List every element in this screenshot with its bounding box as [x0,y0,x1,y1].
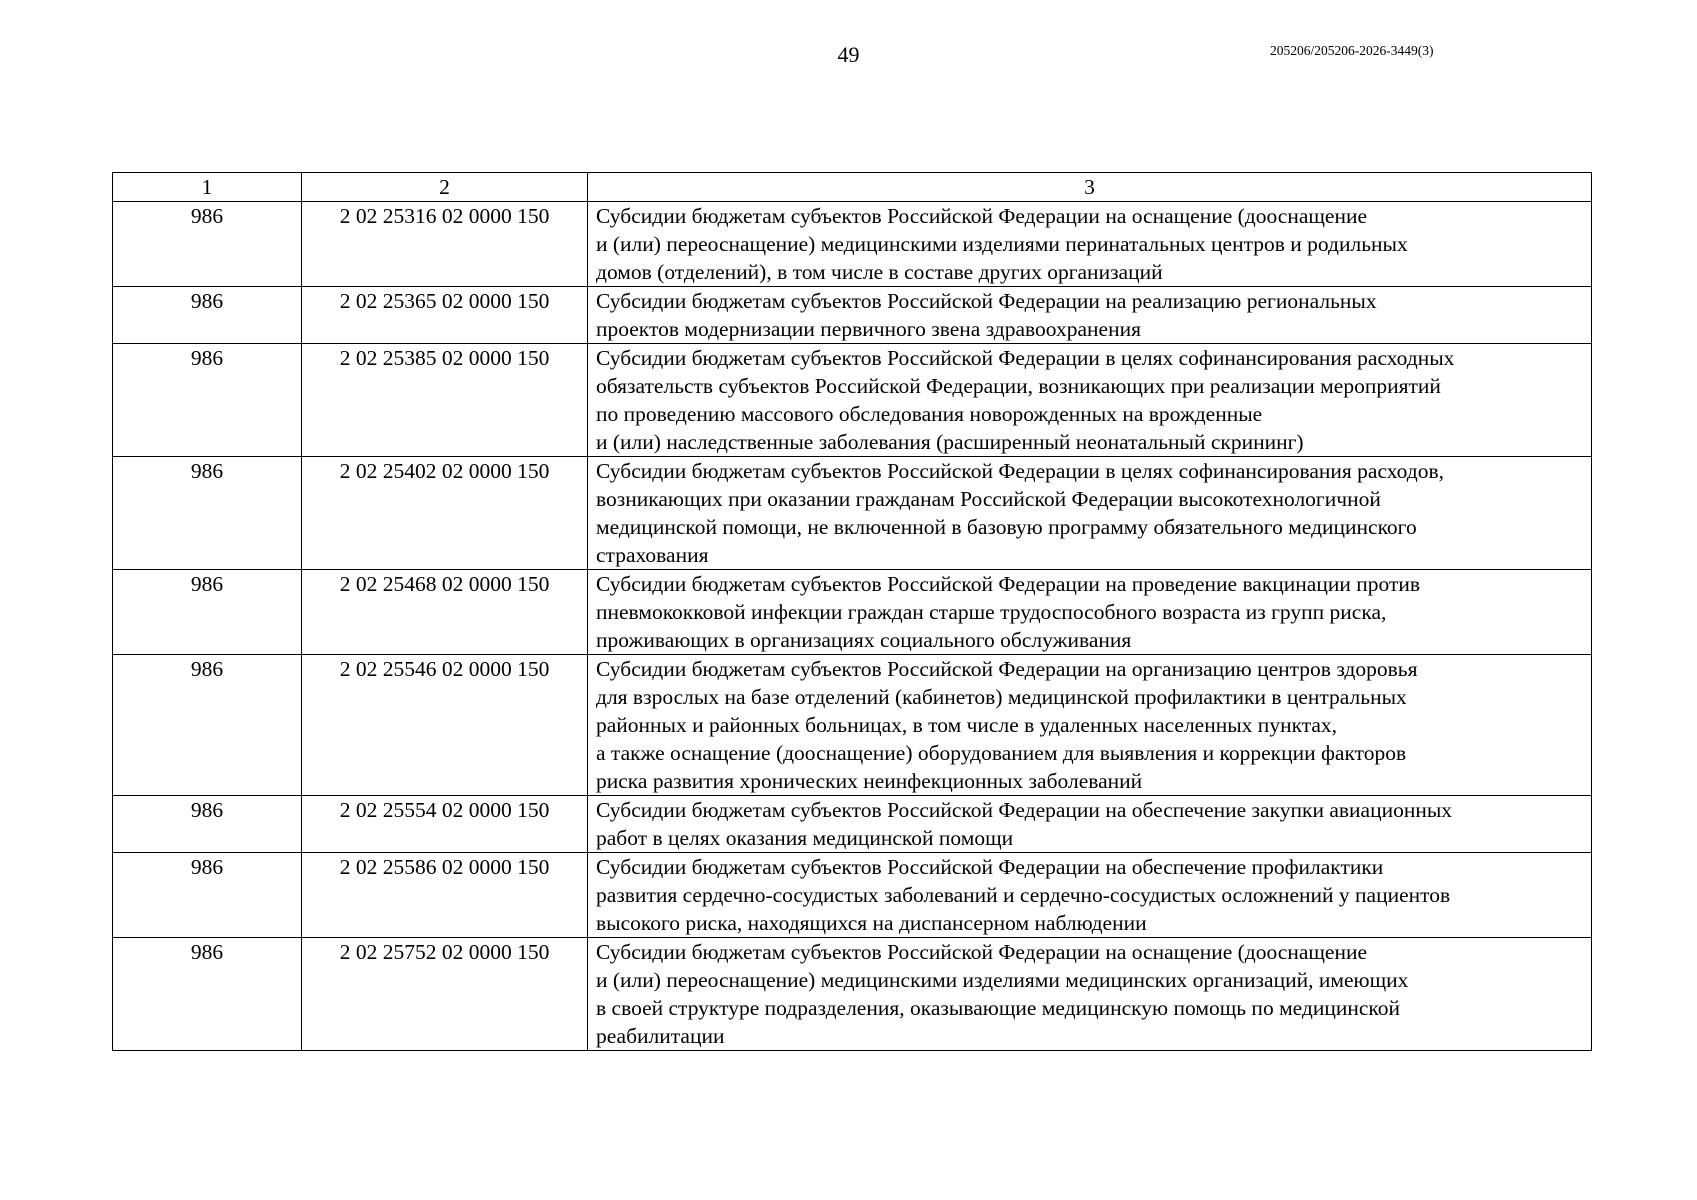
income-name-cell [588,570,1592,655]
income-name-line: работ в целях оказания медицинской помощи [596,826,1014,850]
document-code: 205206/205206-2026-3449(3) [1270,43,1434,58]
income-code-cell: 2 02 25385 02 0000 150 [302,344,588,457]
table-row [113,457,1592,570]
column-header-3: 3 [588,173,1592,202]
income-code-cell: 2 02 25365 02 0000 150 [302,287,588,344]
income-name-line: Субсидии бюджетам субъектов Российской Федерации на организацию центров здоровья [596,657,1418,681]
income-name-line: Субсидии бюджетам субъектов Российской Федерации в целях софинансирования расходов, [596,459,1444,483]
income-name-line: возникающих при оказании гражданам Российской Федерации высокотехнологичной [596,487,1381,511]
page-number: 49 [837,42,860,67]
table-row [113,287,1592,344]
table-row [113,655,1592,796]
income-name-cell [588,457,1592,570]
income-name-line: а также оснащение (дооснащение) оборудованием для выявления и коррекции факторов [596,741,1407,765]
income-name-line: медицинской помощи, не включенной в базовую программу обязательного медицинского [596,515,1417,539]
admin-code-cell: 986 [113,287,302,344]
income-name-line: проектов модернизации первичного звена здравоохранения [596,317,1141,341]
income-name-line: Субсидии бюджетам субъектов Российской Федерации на оснащение (дооснащение [596,204,1368,228]
admin-code-cell: 986 [113,570,302,655]
income-name-line: Субсидии бюджетам субъектов Российской Федерации на обеспечение закупки авиационных [596,798,1453,822]
income-name-cell [588,344,1592,457]
column-header-1: 1 [113,173,302,202]
income-name-line: Субсидии бюджетам субъектов Российской Федерации на обеспечение профилактики [596,855,1384,879]
income-name-line: Субсидии бюджетам субъектов Российской Федерации на оснащение (дооснащение [596,940,1368,964]
table-row [113,570,1592,655]
income-name-line: для взрослых на базе отделений (кабинетов) медицинской профилактики в центральных [596,685,1407,709]
income-name-cell [588,202,1592,287]
income-name-line: развития сердечно-сосудистых заболеваний и сердечно-сосудистых осложнений у пациентов [596,883,1451,907]
income-name-line: районных и районных больницах, в том числе в удаленных населенных пунктах, [596,713,1338,737]
table-row [113,202,1592,287]
income-code-cell: 2 02 25546 02 0000 150 [302,655,588,796]
income-name-line: в своей структуре подразделения, оказывающие медицинскую помощь по медицинской [596,996,1401,1020]
admin-code-cell: 986 [113,938,302,1051]
income-name-line: и (или) наследственные заболевания (расширенный неонатальный скрининг) [596,430,1304,454]
admin-code-cell: 986 [113,655,302,796]
income-name-cell [588,853,1592,938]
income-name-line: домов (отделений), в том числе в составе других организаций [596,260,1163,284]
income-code-cell: 2 02 25554 02 0000 150 [302,796,588,853]
income-name-line: высокого риска, находящихся на диспансерном наблюдении [596,911,1147,935]
column-header-2: 2 [302,173,588,202]
admin-code-cell: 986 [113,457,302,570]
income-code-cell: 2 02 25468 02 0000 150 [302,570,588,655]
admin-code-cell: 986 [113,796,302,853]
table-row [113,344,1592,457]
income-name-line: страхования [596,543,709,567]
income-name-line: Субсидии бюджетам субъектов Российской Федерации на реализацию региональных [596,289,1377,313]
income-code-cell: 2 02 25316 02 0000 150 [302,202,588,287]
income-name-cell [588,655,1592,796]
income-name-line: риска развития хронических неинфекционных заболеваний [596,769,1143,793]
admin-code-cell: 986 [113,853,302,938]
table-body [113,202,1592,1051]
income-name-line: по проведению массового обследования новорожденных на врожденные [596,402,1263,426]
table-header [113,173,1592,202]
income-code-cell: 2 02 25752 02 0000 150 [302,938,588,1051]
table-row [113,796,1592,853]
income-code-cell: 2 02 25586 02 0000 150 [302,853,588,938]
table-row [113,853,1592,938]
table-row [113,938,1592,1051]
admin-code-cell: 986 [113,344,302,457]
income-name-line: Субсидии бюджетам субъектов Российской Федерации на проведение вакцинации против [596,572,1421,596]
income-codes-table [112,172,1592,1051]
income-name-line: Субсидии бюджетам субъектов Российской Федерации в целях софинансирования расходных [596,346,1455,370]
income-name-line: и (или) переоснащение) медицинскими изделиями перинатальных центров и родильных [596,232,1408,256]
income-name-cell [588,796,1592,853]
income-name-line: пневмококковой инфекции граждан старше трудоспособного возраста из групп риска, [596,600,1387,624]
income-name-cell [588,938,1592,1051]
header-row [113,173,1592,202]
income-name-cell [588,287,1592,344]
income-name-line: и (или) переоснащение) медицинскими изделиями медицинских организаций, имеющих [596,968,1409,992]
admin-code-cell: 986 [113,202,302,287]
income-code-cell: 2 02 25402 02 0000 150 [302,457,588,570]
income-name-line: обязательств субъектов Российской Федерации, возникающих при реализации мероприятий [596,374,1441,398]
income-name-line: реабилитации [596,1024,725,1048]
income-name-line: проживающих в организациях социального обслуживания [596,628,1132,652]
